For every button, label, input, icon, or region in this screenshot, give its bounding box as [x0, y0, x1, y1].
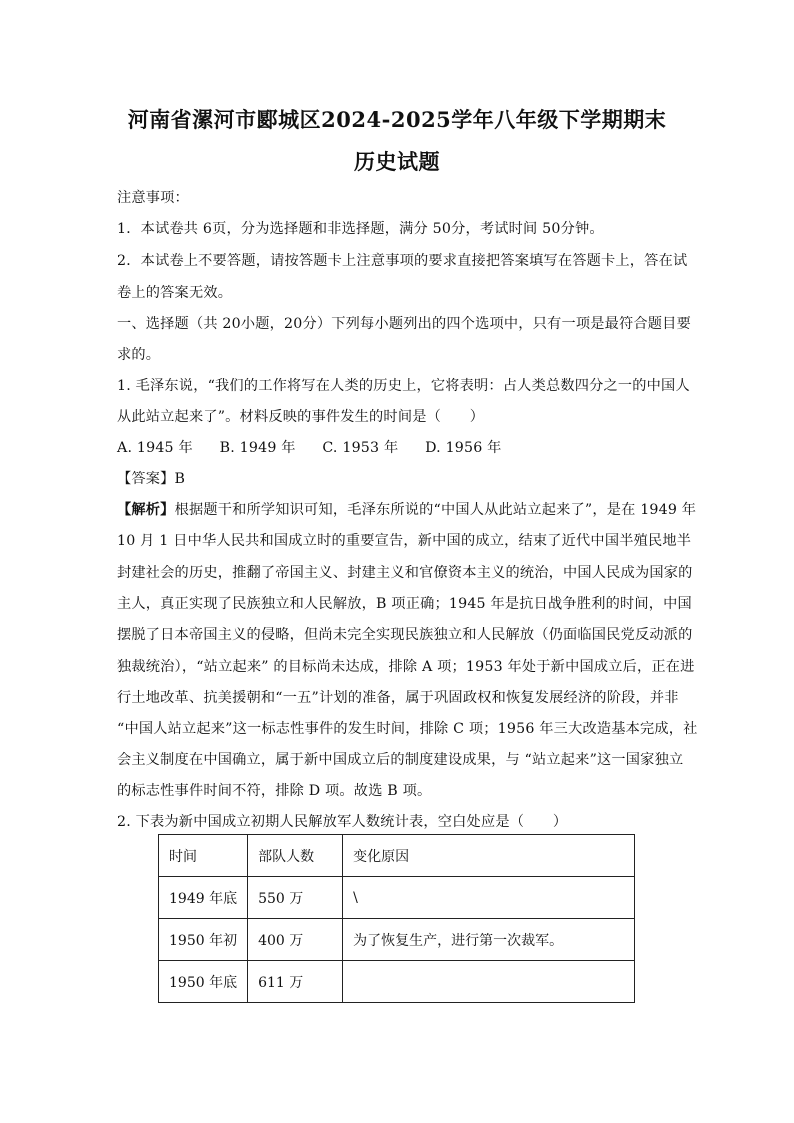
table-cell: 611 万	[248, 961, 343, 1003]
table-header-row	[159, 835, 635, 877]
notice-heading: 注意事项：	[117, 190, 189, 206]
analysis-line-5: 摆脱了日本帝国主义的侵略，但尚未完全实现民族独立和人民解放（仍面临国民党反动派的	[117, 627, 693, 643]
table-cell: 400 万	[248, 919, 343, 961]
table-cell: 1950 年底	[159, 961, 248, 1003]
analysis-line-10: 的标志性事件时间不符，排除 D 项。故选 B 项。	[117, 783, 432, 799]
option-b: B. 1949 年	[219, 440, 296, 456]
analysis-line-2: 10 月 1 日中华人民共和国成立时的重要宣告，新中国的成立，结束了近代中国半殖民地半	[117, 533, 692, 549]
document-title: 河南省漯河市郾城区2024-2025学年八年级下学期期末	[127, 107, 667, 132]
section-heading-line-1: 一、选择题（共 20小题，20分）下列每小题列出的四个选项中，只有一项是最符合题目要	[117, 316, 691, 332]
table-header-cell: 变化原因	[343, 835, 635, 877]
option-d: D. 1956 年	[425, 440, 502, 456]
analysis-line-8: “中国人站立起来”这一标志性事件的发生时间，排除 C 项；1956 年三大改造基本完成，社	[117, 721, 698, 737]
table-row	[159, 919, 635, 961]
army-size-table	[158, 834, 635, 1003]
analysis-line-7: 行土地改革、抗美援朝和“一五”计划的准备，属于巩固政权和恢复发展经济的阶段，并非	[117, 690, 679, 706]
question-2-stem: 2. 下表为新中国成立初期人民解放军人数统计表，空白处应是（ ）	[117, 814, 568, 830]
question-1-stem-line-1: 1. 毛泽东说，“我们的工作将写在人类的历史上，它将表明：占人类总数四分之一的中国人	[117, 378, 690, 394]
question-1-stem-line-2: 从此站立起来了”。材料反映的事件发生的时间是（ ）	[117, 409, 485, 425]
table-cell: \	[343, 877, 635, 919]
question-1-options	[117, 437, 677, 457]
table-cell: 1949 年底	[159, 877, 248, 919]
notice-item-2-line-1: 2．本试卷上不要答题，请按答题卡上注意事项的要求直接把答案填写在答题卡上，答在试	[117, 253, 688, 269]
table-cell: 1950 年初	[159, 919, 248, 961]
table-cell: 550 万	[248, 877, 343, 919]
table-row	[159, 877, 635, 919]
table-header-cell: 部队人数	[248, 835, 343, 877]
notice-item-1: 1．本试卷共 6页，分为选择题和非选择题，满分 50分，考试时间 50分钟。	[117, 221, 604, 237]
option-a: A. 1945 年	[117, 440, 193, 456]
section-heading-line-2: 求的。	[117, 347, 161, 363]
analysis-line-4: 主人，真正实现了民族独立和人民解放，B 项正确；1945 年是抗日战争胜利的时间，中国	[117, 596, 692, 612]
analysis-line-3: 封建社会的历史，推翻了帝国主义、封建主义和官僚资本主义的统治，中国人民成为国家的	[117, 565, 693, 581]
table-row	[159, 961, 635, 1003]
notice-item-2-line-2: 卷上的答案无效。	[117, 285, 233, 301]
table-cell: 为了恢复生产，进行第一次裁军。	[343, 919, 635, 961]
document-subtitle: 历史试题	[354, 149, 440, 174]
question-1-answer: 【答案】B	[117, 471, 186, 487]
table-cell-blank	[343, 961, 635, 1003]
analysis-line-1	[117, 499, 697, 519]
analysis-label: 【解析】	[117, 502, 175, 518]
option-c: C. 1953 年	[322, 440, 399, 456]
analysis-line-6: 独裁统治），“站立起来” 的目标尚未达成，排除 A 项；1953 年处于新中国成立后，正在进	[117, 659, 695, 675]
table-header-cell: 时间	[159, 835, 248, 877]
analysis-text: 根据题干和所学知识可知，毛泽东所说的“中国人从此站立起来了”，是在 1949 年	[174, 502, 697, 518]
analysis-line-9: 会主义制度在中国确立，属于新中国成立后的制度建设成果，与 “站立起来”这一国家独立	[117, 752, 684, 768]
